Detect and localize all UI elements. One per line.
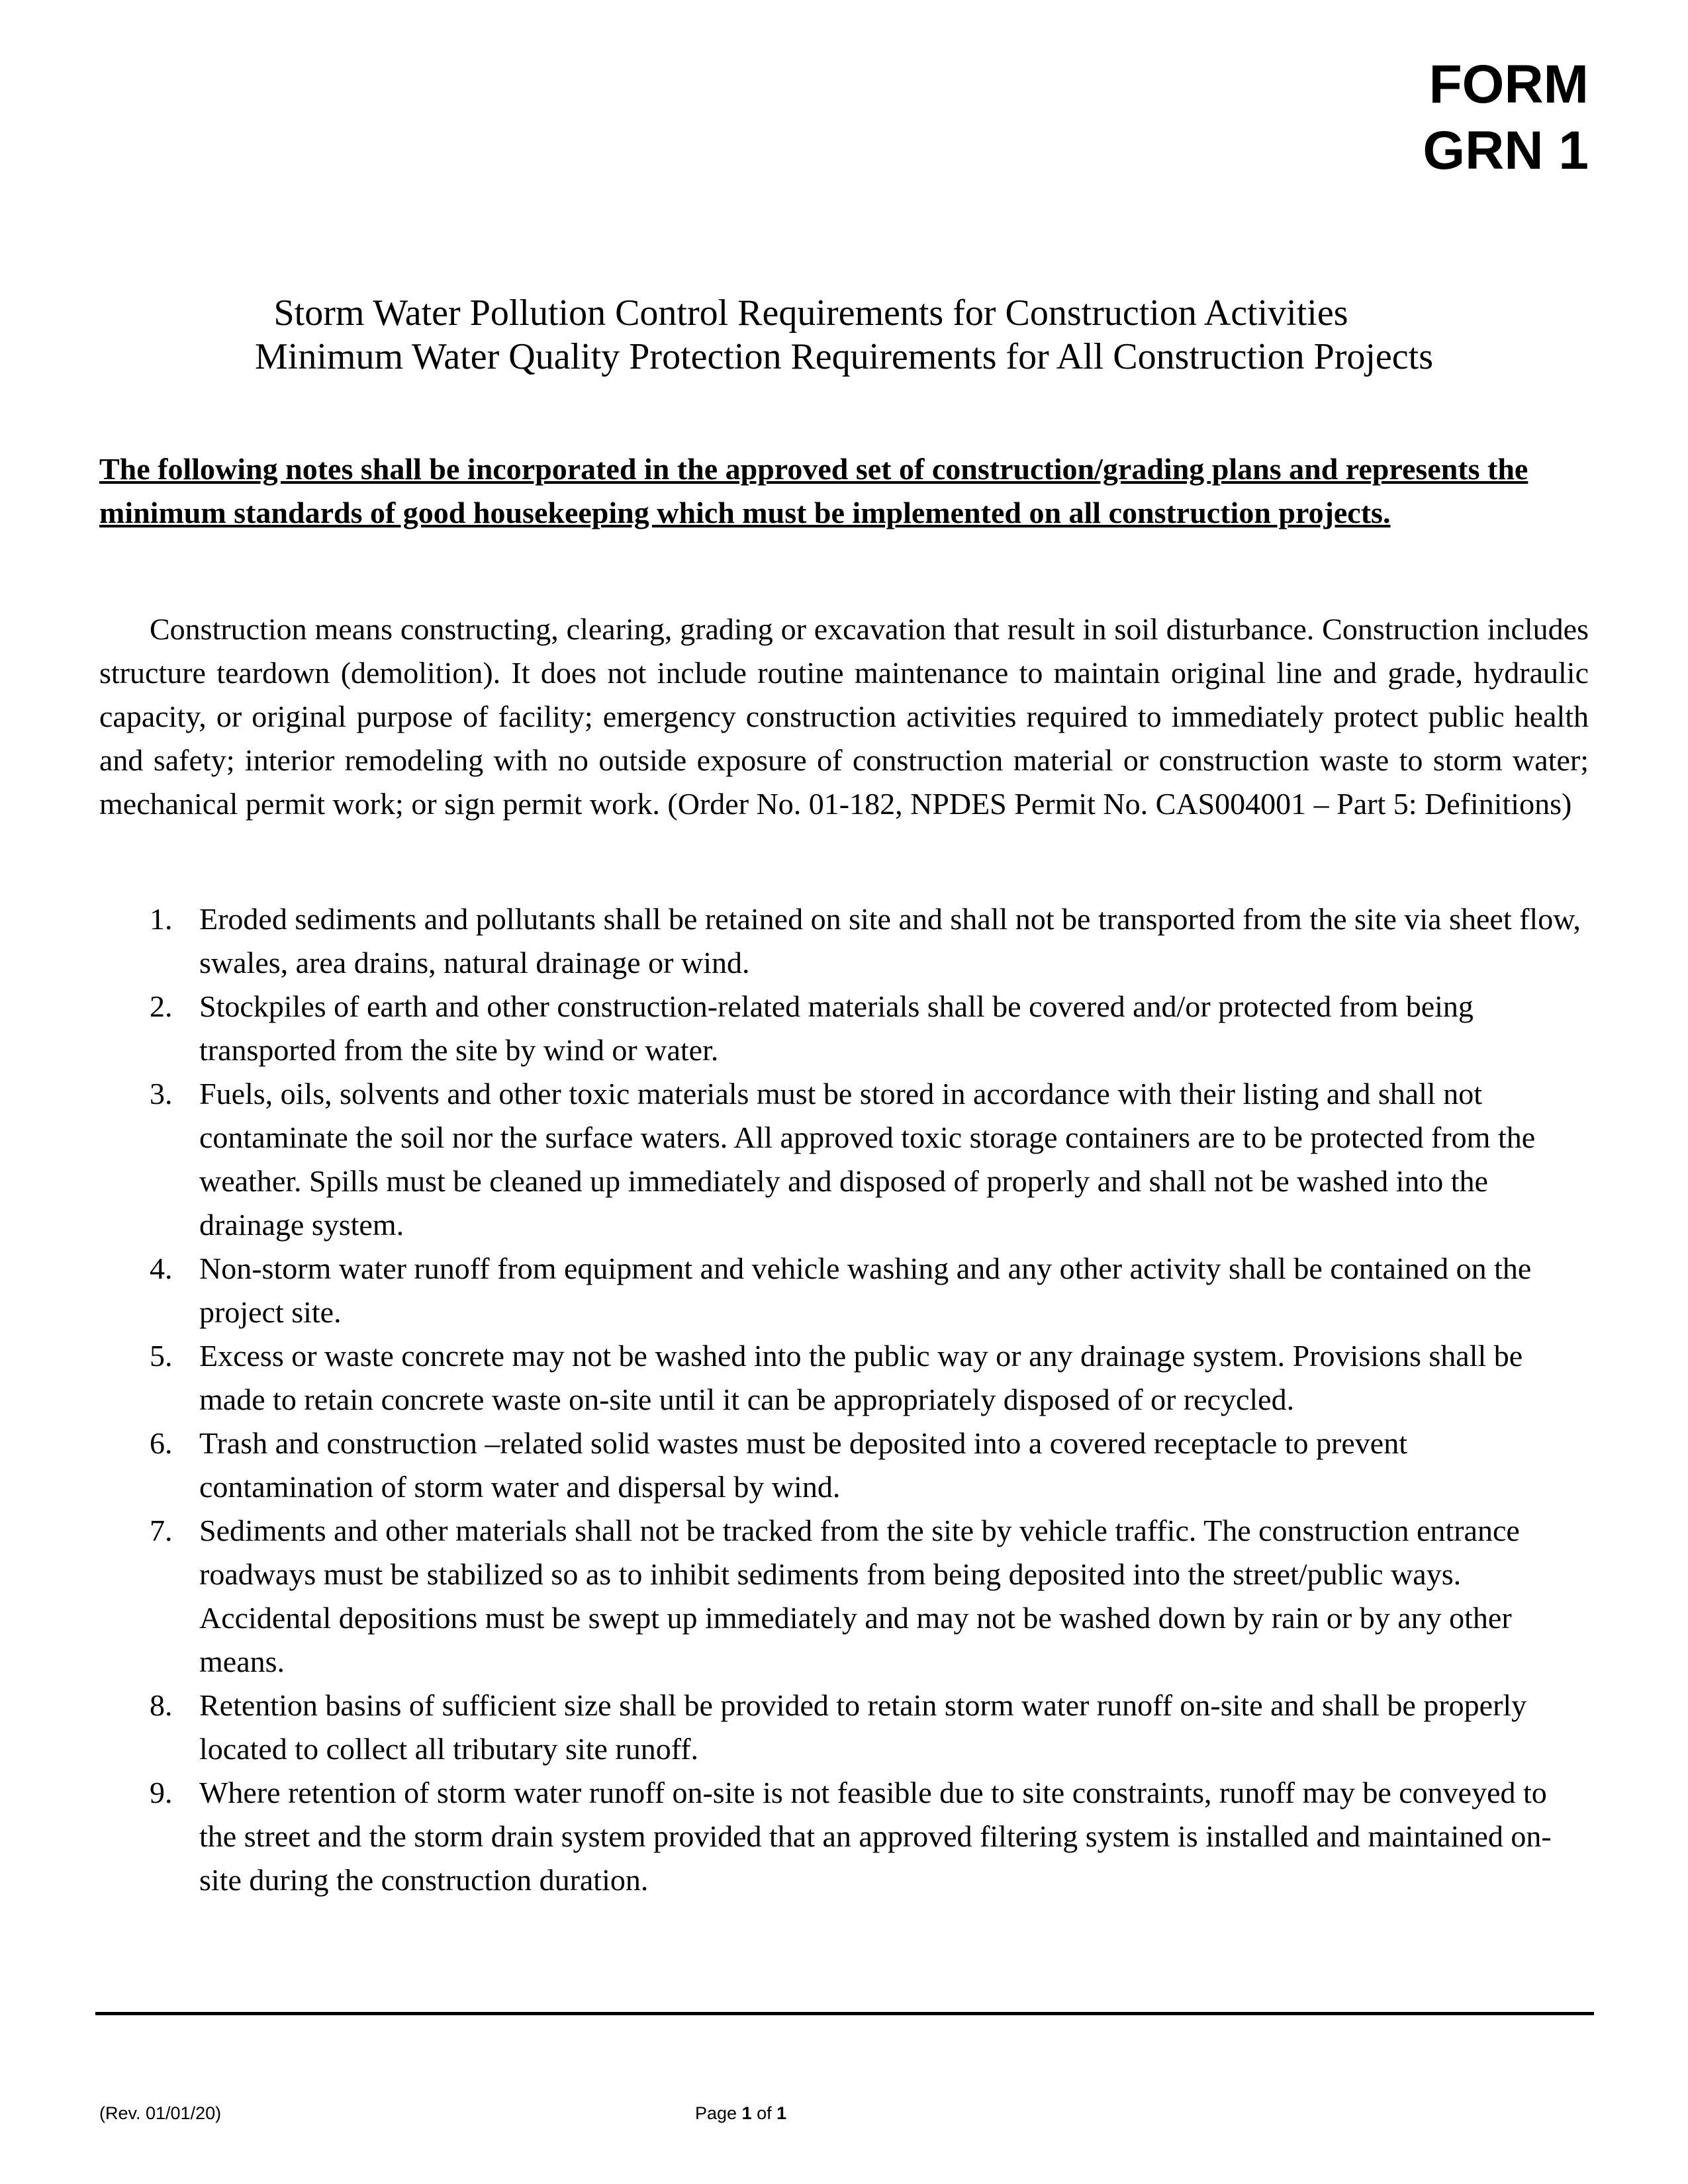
page-indicator <box>695 2102 786 2124</box>
requirement-text: Fuels, oils, solvents and other toxic materials must be stored in accordance with their listing and shall not contaminate the soil nor the surface waters. All approved toxic storage containers are to be protected from the weather. Spills must be cleaned up immediately and disposed of properly and shall not be washed into the drainage system. <box>199 1077 1536 1242</box>
requirement-item <box>99 1684 1589 1771</box>
requirement-text: Trash and construction –related solid wastes must be deposited into a covered receptacle to prevent contamination of storm water and dispersal by wind. <box>199 1426 1407 1504</box>
revision-date: (Rev. 01/01/20) <box>99 2103 222 2123</box>
requirement-text: Sediments and other materials shall not be tracked from the site by vehicle traffic. The construction entrance roadways must be stabilized so as to inhibit sediments from being deposited into the street/public ways. Accidental depositions must be swept up immediately and may not be washed down by rain or by any other means. <box>199 1514 1520 1678</box>
requirement-text: Where retention of storm water runoff on-site is not feasible due to site constraints, runoff may be conveyed to the street and the storm drain system provided that an approved filtering system is installed and maintained on-site during the construction duration. <box>199 1776 1552 1897</box>
page-prefix: Page <box>695 2103 737 2123</box>
requirement-number: 9. <box>150 1776 173 1809</box>
requirement-number: 1. <box>150 902 173 936</box>
requirements-list <box>99 897 1589 1902</box>
requirement-number: 5. <box>150 1339 173 1373</box>
requirement-text: Eroded sediments and pollutants shall be retained on site and shall not be transported from the site via sheet flow, swales, area drains, natural drainage or wind. <box>199 902 1581 979</box>
requirement-item <box>99 897 1589 985</box>
requirement-text: Stockpiles of earth and other construction-related materials shall be covered and/or protected from being transported from the site by wind or water. <box>199 989 1474 1067</box>
form-identifier <box>1423 52 1589 184</box>
requirement-number: 3. <box>150 1077 173 1111</box>
requirement-text: Excess or waste concrete may not be washed into the public way or any drainage system. Provisions shall be made to retain concrete waste on-site until it can be appropriately disposed of or recycled. <box>199 1339 1523 1416</box>
form-label: FORM <box>1429 54 1589 114</box>
title-line-1: Storm Water Pollution Control Requirements for Construction Activities <box>273 293 1348 334</box>
document-title <box>99 291 1589 379</box>
requirement-number: 8. <box>150 1688 173 1722</box>
requirement-number: 2. <box>150 989 173 1023</box>
page-current: 1 <box>741 2103 752 2123</box>
page-of: of <box>757 2103 772 2123</box>
requirement-item <box>99 1247 1589 1334</box>
incorporation-notice: The following notes shall be incorporated in the approved set of construction/grading plans and represents the minimum standards of good housekeeping which must be implemented on all construction projects. <box>99 452 1528 529</box>
page-total: 1 <box>776 2103 787 2123</box>
requirement-number: 6. <box>150 1426 173 1460</box>
requirement-number: 4. <box>150 1251 173 1285</box>
requirement-text: Retention basins of sufficient size shall be provided to retain storm water runoff on-site and shall be properly located to collect all tributary site runoff. <box>199 1688 1527 1766</box>
requirement-item <box>99 1771 1589 1902</box>
footer-divider <box>95 2012 1594 2015</box>
requirement-text: Non-storm water runoff from equipment and vehicle washing and any other activity shall be contained on the project site. <box>199 1251 1532 1329</box>
requirement-item <box>99 985 1589 1072</box>
requirement-item <box>99 1334 1589 1422</box>
requirement-item <box>99 1072 1589 1247</box>
form-number: GRN 1 <box>1423 120 1589 181</box>
requirement-item <box>99 1422 1589 1509</box>
requirement-item <box>99 1509 1589 1684</box>
requirement-number: 7. <box>150 1514 173 1547</box>
construction-definition: Construction means constructing, clearing, grading or excavation that result in soil disturbance. Construction includes structure teardown (demolition). It does not include routine maintenance to maintain original line and grade, hydraulic capacity, or original purpose of facility; emergency construction activities required to immediately protect public health and safety; interior remodeling with no outside exposure of construction material or construction waste to storm water; mechanical permit work; or sign permit work. (Order No. 01-182, NPDES Permit No. CAS004001 – Part 5: Definitions) <box>99 612 1589 821</box>
title-line-2: Minimum Water Quality Protection Requirements for All Construction Projects <box>255 336 1433 377</box>
